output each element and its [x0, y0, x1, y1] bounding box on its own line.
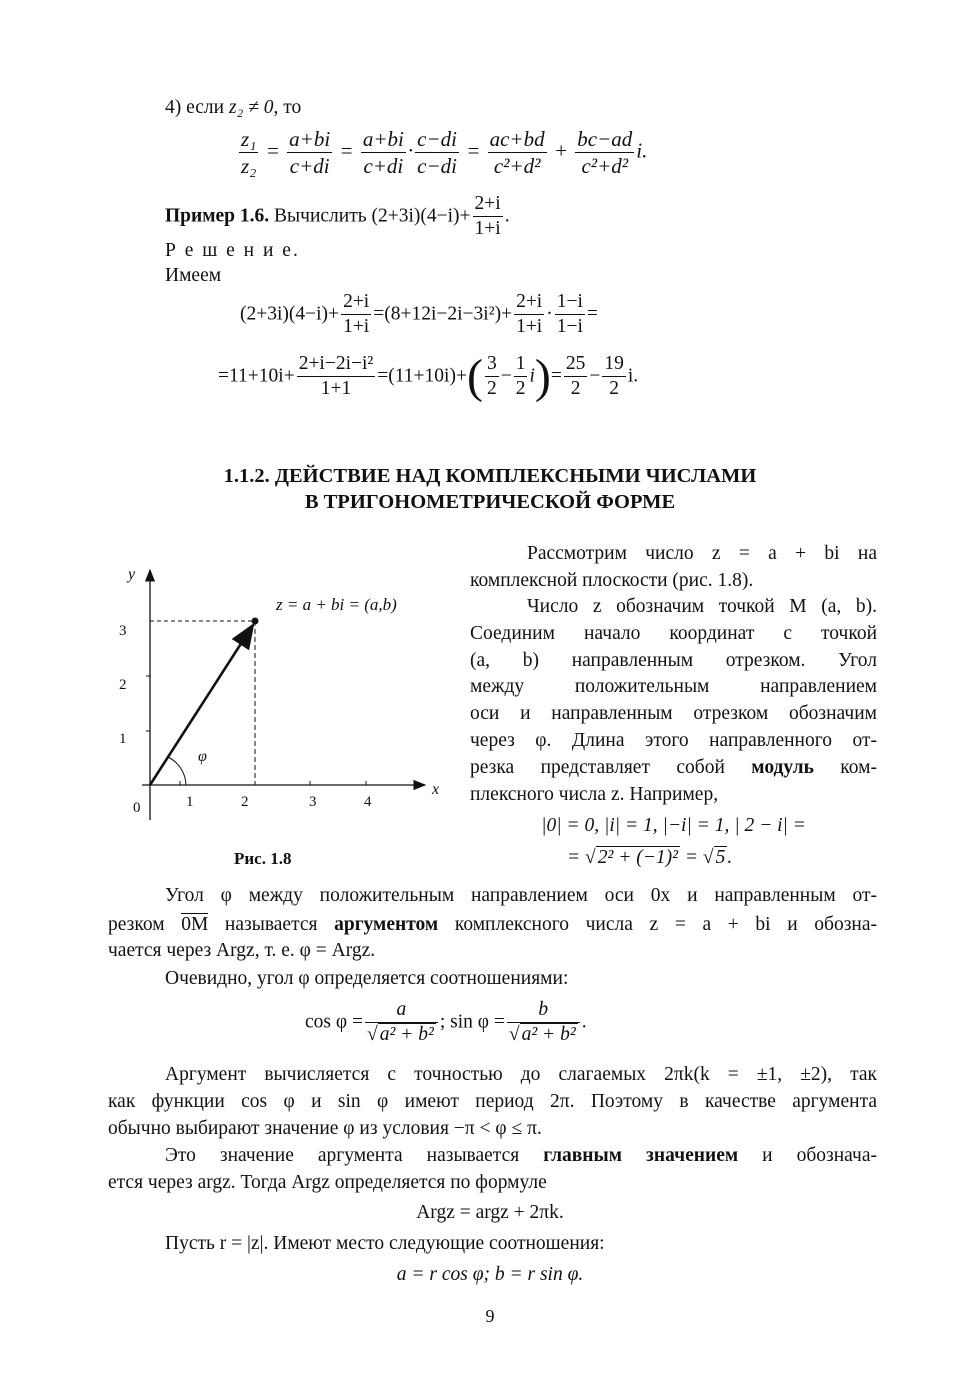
example-label: Пример 1.6. — [165, 205, 270, 227]
term-argument: аргументом — [334, 914, 439, 935]
text-line: Число z обозначим точкой M (a, b). — [527, 596, 877, 617]
point-z — [252, 618, 259, 625]
origin-label: 0 — [133, 800, 141, 816]
text: ; sin φ = — [439, 1011, 505, 1033]
dot: · — [407, 138, 414, 163]
numerator: 2+i−2i−i² — [297, 352, 376, 377]
denominator: c²+d² — [493, 154, 541, 179]
text: 4) если — [165, 97, 229, 118]
numerator: 1 — [514, 352, 528, 377]
denominator: 1+1 — [320, 378, 352, 400]
text: i. — [627, 365, 639, 387]
denominator: c+di — [289, 154, 330, 179]
text: называется — [208, 914, 335, 935]
text: ком- — [813, 757, 878, 778]
numerator: 2+i — [514, 290, 544, 315]
y-axis-label: y — [128, 566, 136, 583]
term-modulus: модуль — [751, 757, 814, 778]
numerator: 25 — [564, 352, 588, 377]
radicand: 2² + (−1)² — [597, 847, 678, 868]
text: Вычислить (2+3i)(4−i)+ — [269, 205, 471, 227]
text: и обознача- — [738, 1145, 878, 1166]
angle-label: φ — [198, 748, 207, 765]
numerator: bc−ad — [575, 126, 634, 153]
numerator: a+bi — [287, 126, 332, 153]
numerator: 2+i — [341, 290, 371, 315]
plus: + — [553, 138, 569, 163]
section-heading: В ТРИГОНОМЕТРИЧЕСКОЙ ФОРМЕ — [304, 491, 676, 513]
text-line: комплексной плоскости (рис. 1.8). — [470, 570, 754, 591]
numerator: b — [507, 998, 580, 1023]
denominator: 2 — [609, 378, 619, 400]
denominator: c+di — [363, 154, 404, 179]
text-line: Пусть r = |z|. Имеют место следующие соотношения: — [165, 1233, 605, 1254]
text: резка представляет собой — [470, 757, 752, 778]
x-tick-label: 1 — [186, 794, 194, 810]
text-line: плексного числа z. Например, — [470, 784, 719, 805]
denominator: 1+i — [343, 316, 370, 338]
text-line — [165, 1143, 877, 1169]
text-line: оси и направленным отрезком обозначим — [470, 703, 877, 724]
numerator: z₁ — [239, 126, 258, 153]
denominator: 1−i — [556, 316, 583, 338]
denominator: 2 — [515, 378, 526, 400]
page-number: 9 — [485, 1306, 495, 1326]
text: комплексного числа z = a + bi и обозна- — [438, 914, 877, 935]
text: . — [727, 847, 733, 868]
arg-formula: Argz = argz + 2πk. — [416, 1202, 564, 1223]
vector-0M: 0M — [181, 914, 209, 935]
numerator: c−di — [415, 126, 459, 153]
text: , то — [273, 97, 302, 118]
angle-arc — [168, 757, 186, 785]
denominator: 2 — [570, 378, 581, 400]
numerator: 19 — [602, 352, 626, 377]
text: = — [550, 365, 562, 387]
text-line: как функции cos φ и sin φ имеют период 2π. Поэтому в качестве аргумента — [108, 1091, 877, 1112]
text-line: Очевидно, угол φ определяется соотношениями: — [165, 968, 569, 989]
text: Это значение аргумента называется — [165, 1145, 544, 1166]
y-tick-label: 3 — [119, 623, 127, 639]
modulus-result — [567, 845, 732, 871]
text: =(8+12i−2i−3i²)+ — [373, 303, 513, 325]
dot: · — [546, 303, 553, 325]
trig-formula — [305, 998, 587, 1048]
section-heading: 1.1.2. ДЕЙСТВИЕ НАД КОМПЛЕКСНЫМИ ЧИСЛАМИ — [223, 465, 757, 487]
text: − — [500, 365, 512, 387]
paren: ( — [466, 349, 483, 403]
y-tick-label: 1 — [119, 731, 127, 747]
text-line — [470, 755, 877, 781]
text: резком — [108, 914, 182, 935]
text-line: Соединим начало координат с точкой — [470, 623, 877, 644]
text: − — [589, 365, 601, 387]
denominator: √ a² + b² — [367, 1024, 434, 1046]
text-line: Имеем — [165, 265, 222, 286]
solution-label: Р е ш е н и е. — [165, 240, 300, 261]
denominator: c−di — [417, 154, 457, 179]
denominator: c²+d² — [581, 154, 629, 179]
term-principal-value: главным значением — [543, 1145, 739, 1166]
point-label: z = a + bi = (a,b) — [276, 595, 397, 614]
text-line: Аргумент вычисляется с точностью до слагаемых 2πk(k = ±1, ±2), так — [165, 1064, 877, 1085]
math: z₂ ≠ 0 — [228, 97, 274, 118]
x-tick-label: 2 — [241, 794, 249, 810]
numerator: a+bi — [361, 126, 406, 153]
text-line — [108, 912, 877, 938]
text: i. — [636, 138, 648, 163]
modulus-examples: |0| = 0, |i| = 1, |−i| = 1, | 2 − i| = — [541, 815, 806, 836]
denominator: 1+i — [516, 316, 543, 338]
text-line: обычно выбирают значение φ из условия −π < φ ≤ π. — [108, 1118, 542, 1139]
denominator: 1+i — [474, 218, 501, 240]
x-tick-label: 3 — [309, 794, 317, 810]
numerator: a — [365, 998, 438, 1023]
text: =11+10i+ — [218, 365, 295, 387]
numerator: 2+i — [473, 192, 503, 217]
text-line: Угол φ между положительным направлением оси 0x и направленным от- — [165, 885, 877, 906]
radicand: 5 — [715, 847, 726, 868]
text: =(11+10i)+ — [377, 365, 467, 387]
denominator: z₂ — [241, 154, 257, 179]
radicand: a² + b² — [379, 1024, 434, 1046]
final-formula: a = r cos φ; b = r sin φ. — [396, 1264, 584, 1285]
text: (2+3i)(4−i)+ — [240, 303, 340, 325]
numerator: 3 — [485, 352, 499, 377]
radicand: a² + b² — [521, 1024, 576, 1046]
x-axis-label: x — [432, 781, 440, 798]
fraction — [507, 998, 580, 1048]
text: . — [504, 205, 510, 227]
text-line: через φ. Длина этого направленного от- — [470, 730, 877, 751]
figure-caption: Рис. 1.8 — [234, 849, 292, 868]
equals: = — [466, 138, 481, 163]
text: = — [586, 303, 598, 325]
text: cos φ = — [305, 1011, 363, 1033]
text-line: чается через Argz, т. е. φ = Argz. — [108, 940, 376, 961]
text-line: между положительным направлением — [470, 676, 877, 697]
equals: = — [339, 138, 354, 163]
text-line: Рассмотрим число z = a + bi на — [527, 543, 877, 564]
y-tick-label: 2 — [119, 677, 127, 693]
text: . — [581, 1011, 587, 1033]
text: = √ — [567, 847, 596, 868]
denominator: √ a² + b² — [508, 1024, 576, 1046]
fraction — [365, 998, 438, 1048]
denominator: 2 — [486, 378, 497, 400]
paren: ) — [534, 349, 551, 403]
text: i — [529, 365, 535, 387]
x-tick-label: 4 — [364, 794, 372, 810]
ticks — [146, 676, 366, 785]
numerator: ac+bd — [488, 126, 547, 153]
text-line: (a, b) направленным отрезком. Угол — [470, 650, 877, 671]
numerator: 1−i — [555, 290, 585, 315]
text: = √ — [680, 847, 714, 868]
text-line: ется через argz. Тогда Argz определяется по формуле — [108, 1172, 547, 1193]
equals: = — [265, 138, 280, 163]
